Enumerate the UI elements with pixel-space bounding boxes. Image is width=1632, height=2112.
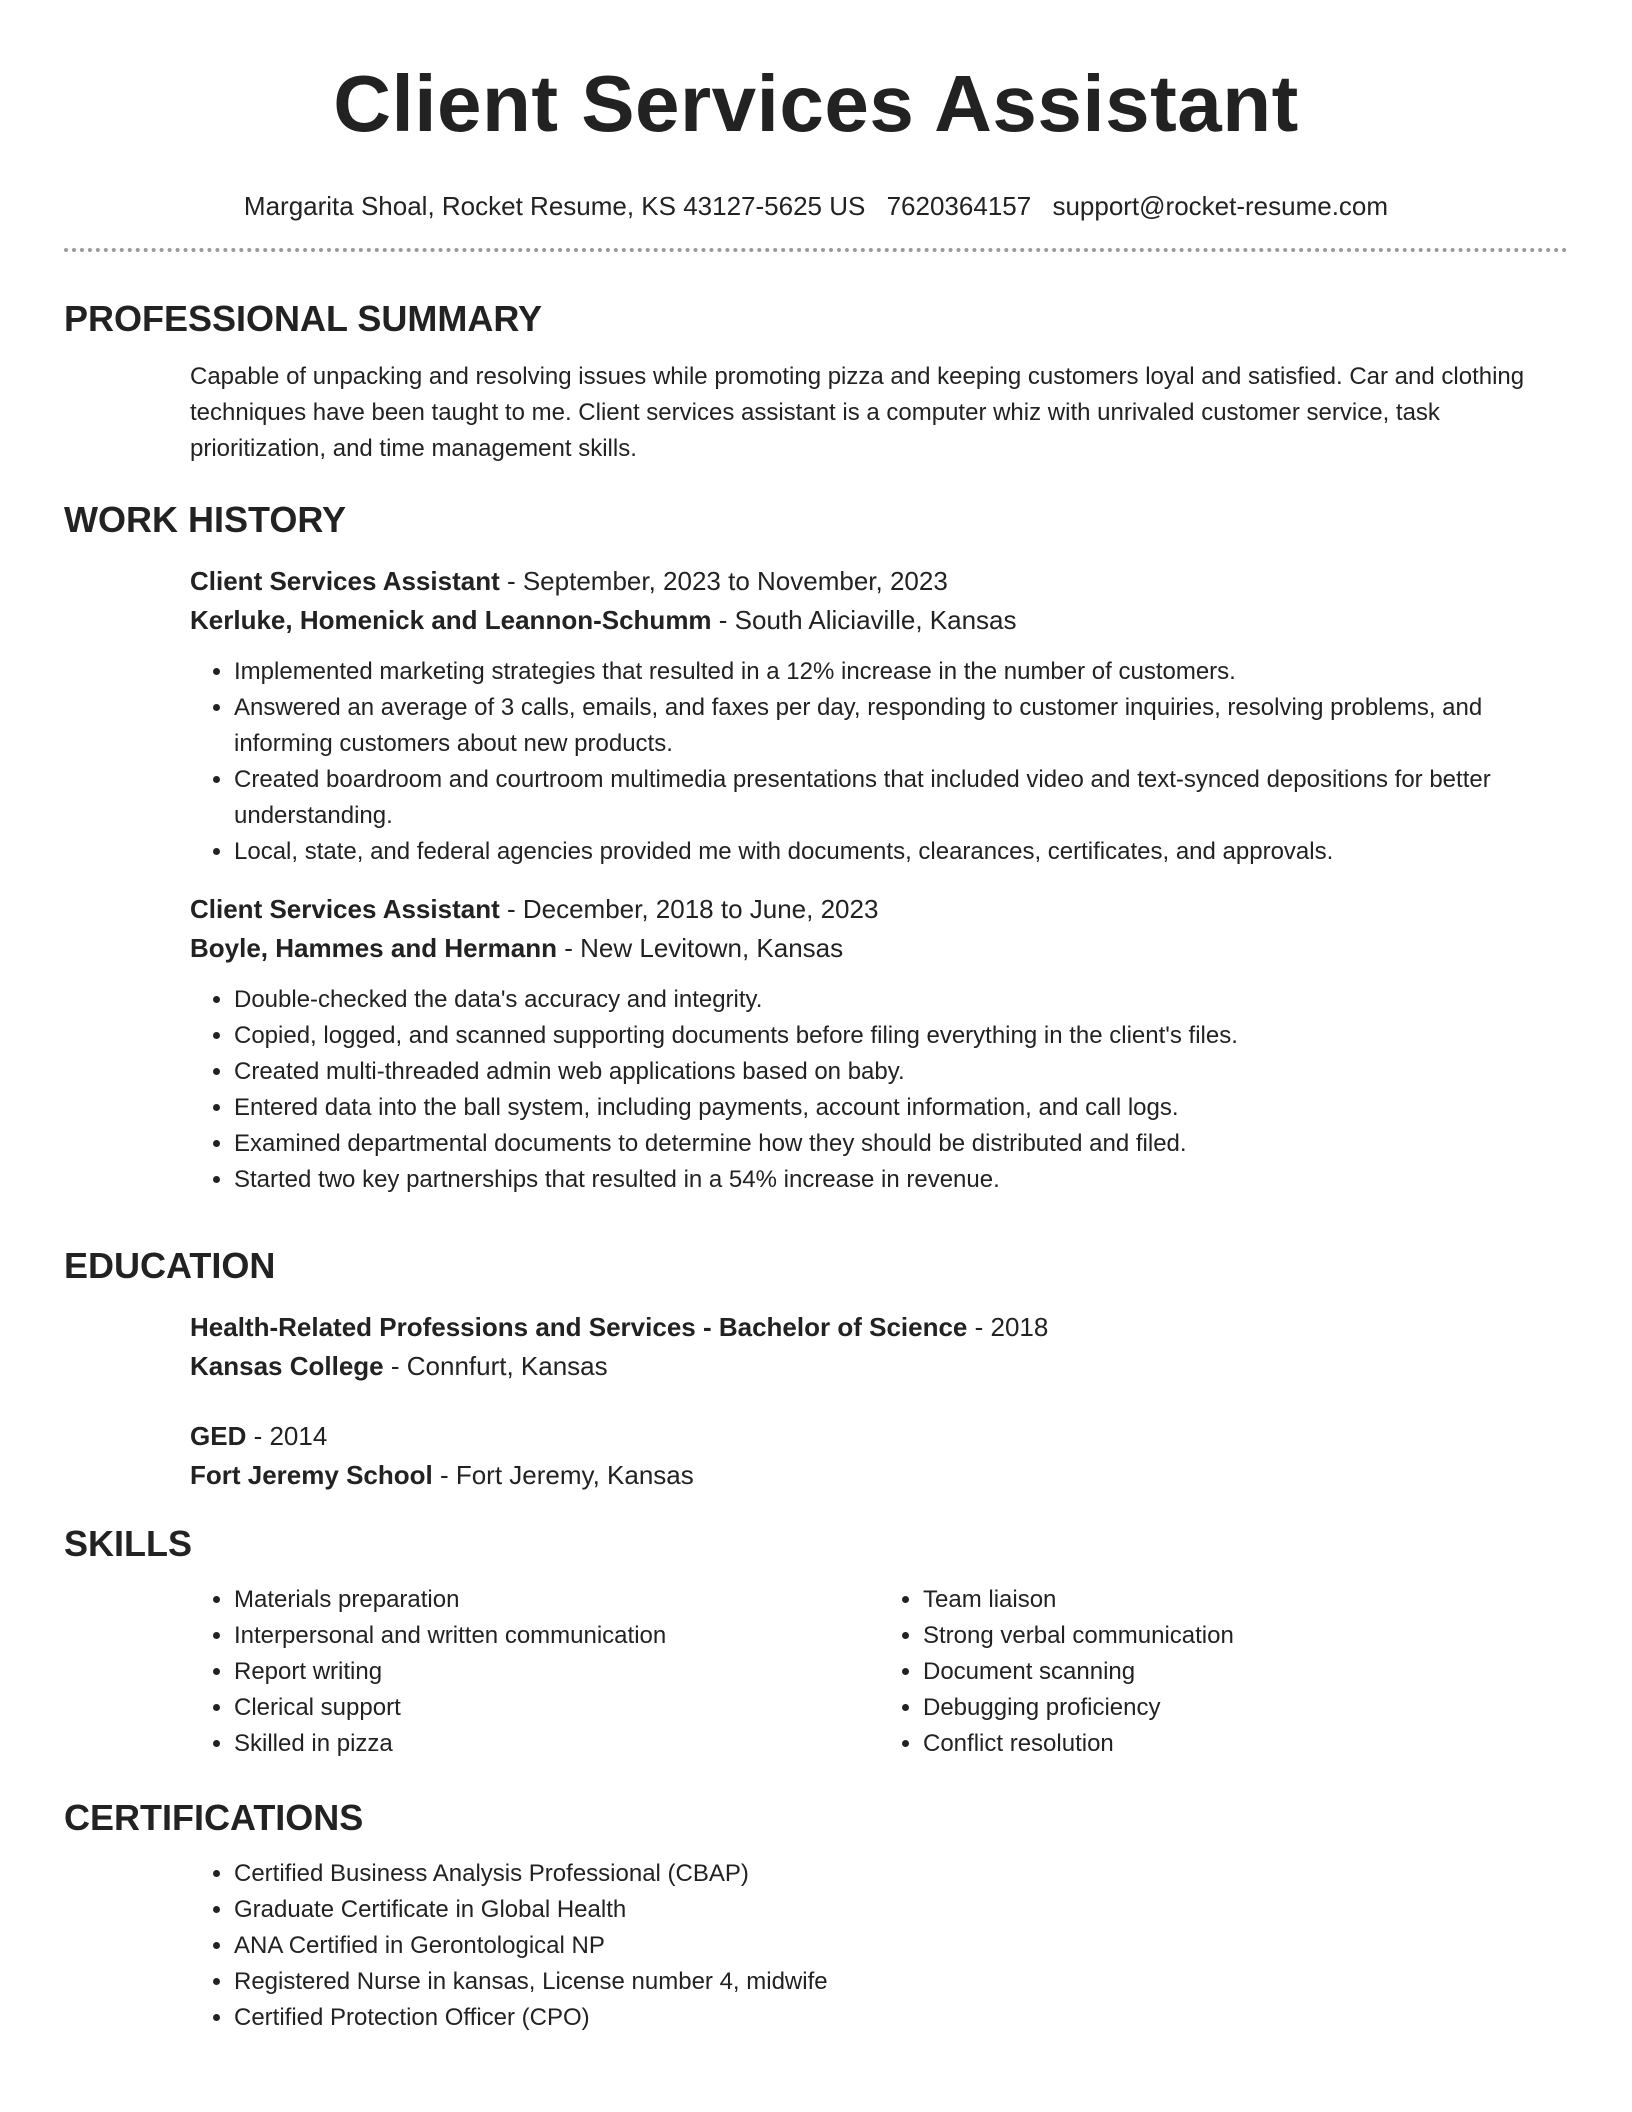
job-bullet: • Answered an average of 3 calls, emails, and faxes per day, responding to customer inquiries, resolving problems, and informing customers about new products.: [234, 690, 1568, 762]
section-heading-education: EDUCATION: [64, 1245, 276, 1286]
education-year: - 2018: [967, 1312, 1049, 1342]
education-entry: [190, 1417, 1568, 1495]
job-company-line: [190, 601, 1568, 640]
header-divider: [64, 248, 1568, 252]
contact-line: [64, 190, 1568, 222]
education-degree: GED: [190, 1421, 247, 1451]
certification-item: • Graduate Certificate in Global Health: [234, 1892, 1568, 1928]
education-degree-line: [190, 1308, 1568, 1347]
education-school: Fort Jeremy School: [190, 1460, 433, 1490]
contact-address: Margarita Shoal, Rocket Resume, KS 43127-5625 US: [243, 191, 866, 221]
job-bullet: • Created multi-threaded admin web applications based on baby.: [234, 1054, 1568, 1090]
job-title: Client Services Assistant: [190, 566, 500, 596]
job-dates: - December, 2018 to June, 2023: [499, 894, 879, 924]
job-bullet: • Started two key partnerships that resulted in a 54% increase in revenue.: [234, 1162, 1568, 1198]
skill-item: • Debugging proficiency: [923, 1690, 1568, 1726]
skill-item: • Materials preparation: [234, 1582, 879, 1618]
job-title: Client Services Assistant: [190, 894, 500, 924]
skills-list-right: [879, 1582, 1568, 1762]
education-degree: Health-Related Professions and Services - Bachelor of Science: [190, 1312, 968, 1342]
certification-item: • Certified Protection Officer (CPO): [234, 2000, 1568, 2036]
job-bullet: • Double-checked the data's accuracy and integrity.: [234, 982, 1568, 1018]
education-section: [64, 1244, 1568, 1495]
summary-text: Capable of unpacking and resolving issues while promoting pizza and keeping customers loyal and satisfied. Car and clothing techniques have been taught to me. Client services assistant is a computer whiz with unrivaled customer service, task prioritization, and time management skills.: [190, 363, 1525, 462]
summary-body: [190, 359, 1568, 467]
skill-item: • Strong verbal communication: [923, 1618, 1568, 1654]
education-school-line: [190, 1456, 1568, 1495]
certification-item: • Registered Nurse in kansas, License number 4, midwife: [234, 1964, 1568, 2000]
summary-section: [64, 297, 1568, 467]
education-entry: [190, 1308, 1568, 1386]
skills-section: [64, 1522, 1568, 1762]
job-company: Boyle, Hammes and Hermann: [190, 933, 558, 963]
education-degree-line: [190, 1417, 1568, 1456]
job-bullet: • Examined departmental documents to determine how they should be distributed and filed.: [234, 1126, 1568, 1162]
contact-phone: 7620364157: [886, 191, 1032, 221]
skill-item: • Interpersonal and written communication: [234, 1618, 879, 1654]
skills-list-left: [190, 1582, 879, 1762]
job-company-line: [190, 929, 1568, 968]
job-bullet: • Implemented marketing strategies that resulted in a 12% increase in the number of customers.: [234, 654, 1568, 690]
section-heading-certifications: CERTIFICATIONS: [64, 1797, 364, 1838]
section-heading-work-history: WORK HISTORY: [64, 499, 347, 540]
skill-item: • Report writing: [234, 1654, 879, 1690]
job-location: - New Levitown, Kansas: [557, 933, 844, 963]
contact-email: support@rocket-resume.com: [1052, 191, 1389, 221]
education-location: - Connfurt, Kansas: [383, 1351, 608, 1381]
skills-grid: [190, 1582, 1568, 1762]
skill-item: • Skilled in pizza: [234, 1726, 879, 1762]
job-bullet: • Created boardroom and courtroom multimedia presentations that included video and text-synced depositions for better understanding.: [234, 762, 1568, 834]
skill-item: • Document scanning: [923, 1654, 1568, 1690]
job-title-line: [190, 890, 1568, 929]
resume-page: [64, 0, 1568, 2031]
job-bullet: • Copied, logged, and scanned supporting documents before filing everything in the client's files.: [234, 1018, 1568, 1054]
section-heading-skills: SKILLS: [64, 1523, 193, 1564]
certifications-list: [190, 1856, 1568, 2036]
education-school: Kansas College: [190, 1351, 384, 1381]
job-entry: [190, 562, 1568, 870]
job-bullets: [190, 654, 1568, 870]
job-bullet: • Entered data into the ball system, including payments, account information, and call logs.: [234, 1090, 1568, 1126]
resume-title: Client Services Assistant: [333, 59, 1299, 148]
skill-item: • Conflict resolution: [923, 1726, 1568, 1762]
job-entry: [190, 890, 1568, 1198]
skill-item: • Clerical support: [234, 1690, 879, 1726]
certification-item: • ANA Certified in Gerontological NP: [234, 1928, 1568, 1964]
job-dates: - September, 2023 to November, 2023: [499, 566, 948, 596]
education-year: - 2014: [246, 1421, 328, 1451]
section-heading-summary: PROFESSIONAL SUMMARY: [64, 298, 543, 339]
work-history-section: [64, 498, 1568, 1198]
job-title-line: [190, 562, 1568, 601]
education-school-line: [190, 1347, 1568, 1386]
job-bullet: • Local, state, and federal agencies provided me with documents, clearances, certificates, and approvals.: [234, 834, 1568, 870]
job-company: Kerluke, Homenick and Leannon-Schumm: [190, 605, 712, 635]
certifications-body: [190, 1856, 1568, 2036]
education-location: - Fort Jeremy, Kansas: [432, 1460, 694, 1490]
certifications-section: [64, 1796, 1568, 2036]
skill-item: • Team liaison: [923, 1582, 1568, 1618]
job-bullets: [190, 982, 1568, 1198]
certification-item: • Certified Business Analysis Professional (CBAP): [234, 1856, 1568, 1892]
job-location: - South Aliciaville, Kansas: [711, 605, 1017, 635]
